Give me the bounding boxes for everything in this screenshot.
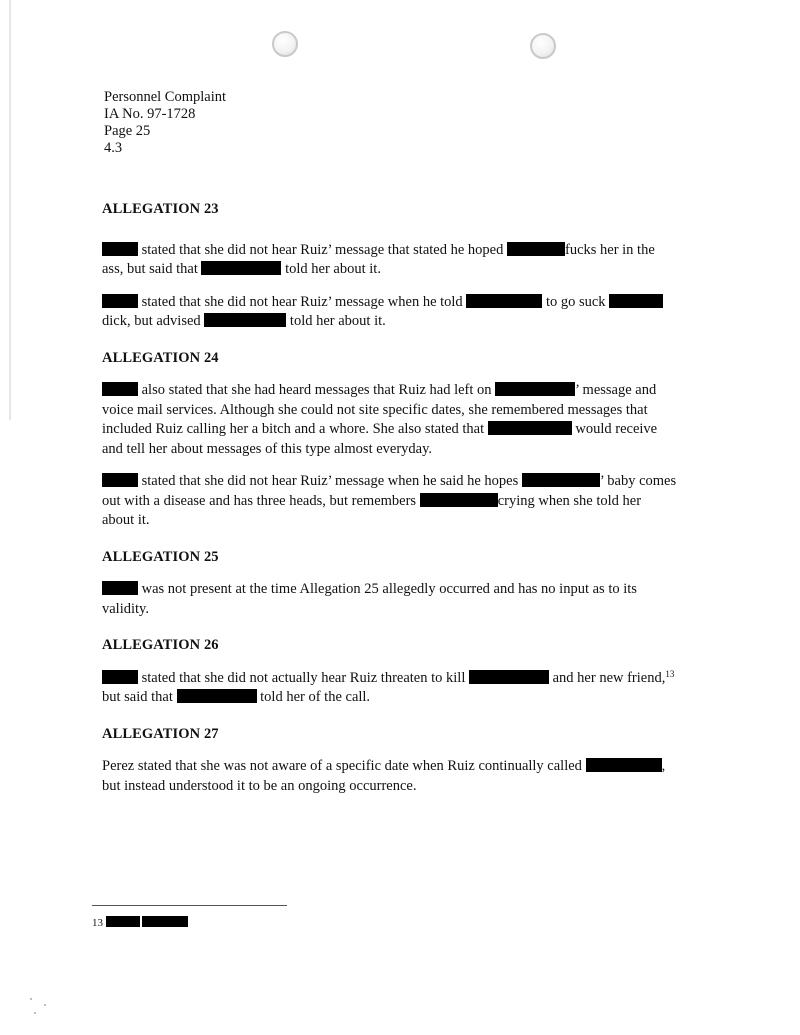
scan-speck	[34, 1012, 36, 1014]
header-section: 4.3	[104, 140, 123, 156]
redaction-bar	[507, 242, 565, 256]
document-header	[104, 89, 226, 157]
redaction-bar	[102, 382, 138, 396]
header-page-number: Page 25	[104, 123, 151, 139]
header-ia-number: IA No. 97-1728	[104, 106, 196, 122]
punch-hole	[272, 31, 298, 57]
allegation-24-paragraph-2: stated that she did not hear Ruiz’ message when he said he hopes ’ baby comes out with a disease and has three heads, but remembers crying when she told her about it.	[102, 473, 677, 528]
footnote-reference[interactable]: 13	[665, 668, 675, 679]
allegation-25-heading: ALLEGATION 25	[102, 548, 219, 565]
allegation-27-heading: ALLEGATION 27	[102, 725, 219, 742]
redaction-bar	[495, 382, 575, 396]
redaction-bar	[102, 581, 138, 595]
document-body	[102, 200, 702, 796]
redaction-bar	[488, 421, 572, 435]
footnote	[92, 916, 188, 929]
redaction-bar	[102, 294, 138, 308]
header-title: Personnel Complaint	[104, 89, 227, 105]
allegation-24-paragraph-1: also stated that she had heard messages that Ruiz had left on ’ message and voice mail services. Although she could not site specific dates, she remembered messages that included Ruiz calling her a bitch and a whore. She also stated that would receive and tell her about messages of this type almost everyday.	[102, 382, 658, 457]
redaction-bar	[106, 916, 140, 927]
redaction-bar	[204, 313, 286, 327]
redaction-bar	[469, 670, 549, 684]
redaction-bar	[466, 294, 542, 308]
punch-hole	[530, 33, 556, 59]
redaction-bar	[420, 493, 498, 507]
scan-speck	[44, 1004, 46, 1006]
allegation-27-paragraph-1: Perez stated that she was not aware of a specific date when Ruiz continually called , but instead understood it to be an ongoing occurrence.	[102, 758, 666, 794]
redaction-bar	[102, 473, 138, 487]
allegation-24-heading: ALLEGATION 24	[102, 349, 219, 366]
footnote-number: 13	[92, 917, 103, 929]
redaction-bar	[102, 670, 138, 684]
redaction-bar	[142, 916, 188, 927]
allegation-26-paragraph-1: stated that she did not actually hear Ruiz threaten to kill and her new friend,$^{13}$ but said that told her of the call.	[102, 668, 675, 705]
redaction-bar	[586, 758, 662, 772]
redaction-bar	[522, 473, 600, 487]
redaction-bar	[102, 242, 138, 256]
page-edge-shadow	[9, 0, 11, 420]
allegation-25-paragraph-1: was not present at the time Allegation 25 allegedly occurred and has no input as to its validity.	[102, 581, 637, 617]
allegation-26-heading: ALLEGATION 26	[102, 637, 219, 653]
footnote-divider	[92, 905, 287, 906]
redaction-bar	[177, 689, 257, 703]
allegation-23-paragraph-2: stated that she did not hear Ruiz’ message when he told to go suck dick, but advised told her about it.	[102, 293, 702, 332]
allegation-23-heading: ALLEGATION 23	[102, 201, 219, 217]
scan-speck	[30, 998, 32, 1000]
allegation-23-paragraph-1: stated that she did not hear Ruiz’ message that stated he hoped fucks her in the ass, but said that told her about it.	[102, 241, 655, 277]
redaction-bar	[609, 294, 663, 308]
redaction-bar	[201, 261, 281, 275]
